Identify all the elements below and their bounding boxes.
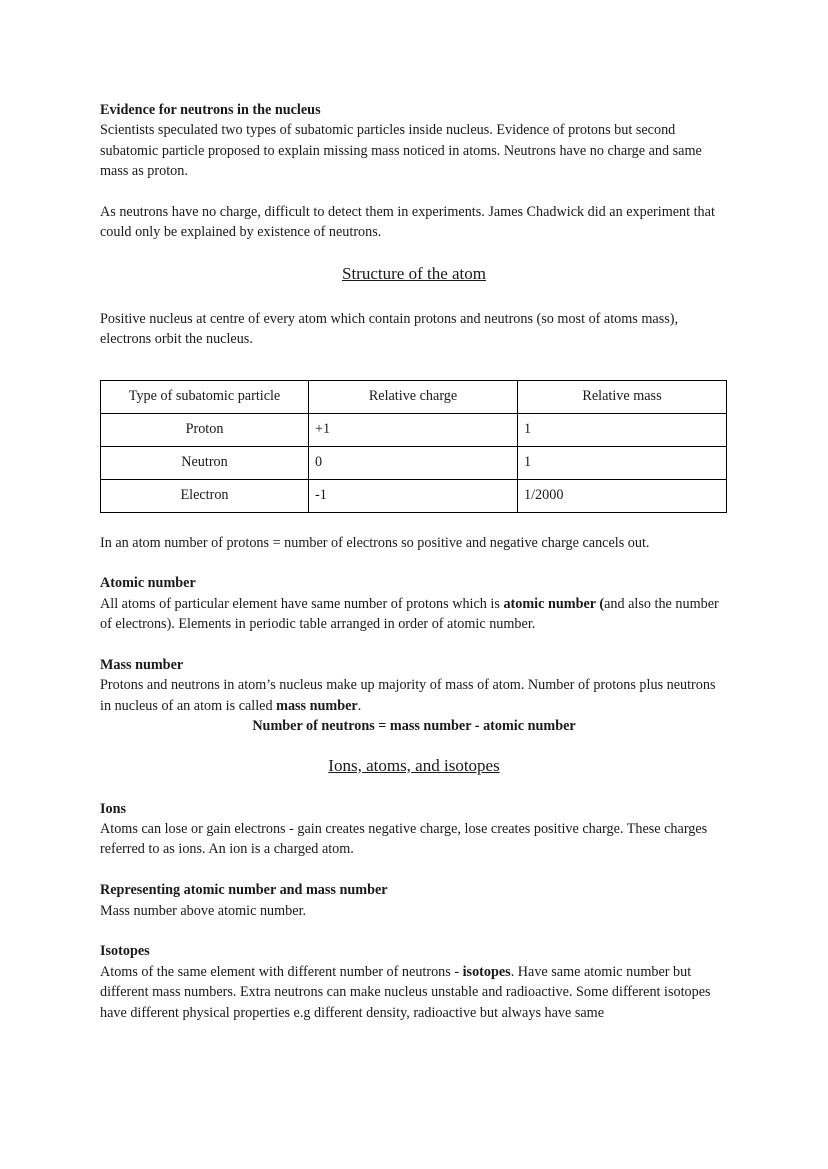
structure-title: Structure of the atom — [342, 263, 486, 283]
table-cell: +1 — [309, 413, 518, 446]
table-header-cell: Type of subatomic particle — [101, 380, 309, 413]
table-cell: 0 — [309, 446, 518, 479]
table-header-cell: Relative charge — [309, 380, 518, 413]
table-cell: 1/2000 — [518, 479, 727, 512]
neutrons-heading: Evidence for neutrons in the nucleus — [100, 102, 321, 118]
table-cell: Neutron — [101, 446, 309, 479]
ions-heading: Ions — [100, 800, 127, 817]
neutrons-paragraph-1: Scientists speculated two types of subatomic particles inside nucleus. Evidence of protons but second subatomic particle proposed to explain missing mass noticed in atoms. Neutrons have no charge and same mass as proton. — [100, 122, 702, 180]
table-cell: 1 — [518, 446, 727, 479]
table-cell: -1 — [309, 479, 518, 512]
representing-paragraph: Mass number above atomic number. — [100, 902, 307, 919]
representing-heading: Representing atomic number and mass number — [100, 882, 388, 899]
table-row — [101, 479, 727, 512]
table-row — [101, 413, 727, 446]
table-cell: Electron — [101, 479, 309, 512]
table-cell: Proton — [101, 413, 309, 446]
document-page — [100, 100, 728, 1023]
neutrons-paragraph-2: As neutrons have no charge, difficult to detect them in experiments. James Chadwick did an experiment that could only be explained by existence of neutrons. — [100, 204, 715, 241]
neutron-formula: Number of neutrons = mass number - atomic number — [252, 718, 576, 735]
structure-paragraph: Positive nucleus at centre of every atom which contain protons and neutrons (so most of atoms mass), electrons orbit the nucleus. — [100, 310, 679, 348]
atomic-number-heading: Atomic number — [100, 575, 196, 592]
table-header-cell: Relative mass — [518, 380, 727, 413]
ions-atoms-isotopes-title: Ions, atoms, and isotopes — [328, 755, 500, 775]
ions-paragraph: Atoms can lose or gain electrons - gain creates negative charge, lose creates positive charge. These charges referred to as ions. An ion is a charged atom. — [100, 821, 708, 858]
table-row — [101, 446, 727, 479]
subatomic-particles-table — [100, 380, 727, 513]
table-cell: 1 — [518, 413, 727, 446]
isotopes-paragraph: Atoms of the same element with different number of neutrons - isotopes. Have same atomic number but different mass numbers. Extra neutrons can make nucleus unstable and radioactive. Some different isotopes have different physical properties e.g different density, radioactive but always have same — [100, 963, 711, 1021]
mass-number-heading: Mass number — [100, 657, 184, 674]
atomic-number-paragraph: All atoms of particular element have same number of protons which is atomic number (and also the number of electrons). Elements in periodic table arranged in order of atomic number. — [100, 595, 719, 633]
mass-number-paragraph: Protons and neutrons in atom’s nucleus make up majority of mass of atom. Number of protons plus neutrons in nucleus of an atom is called mass number. — [100, 677, 716, 714]
isotopes-heading: Isotopes — [100, 943, 150, 960]
table-header-row — [101, 380, 727, 413]
charge-balance-text: In an atom number of protons = number of electrons so positive and negative charge cancels out. — [100, 534, 650, 551]
